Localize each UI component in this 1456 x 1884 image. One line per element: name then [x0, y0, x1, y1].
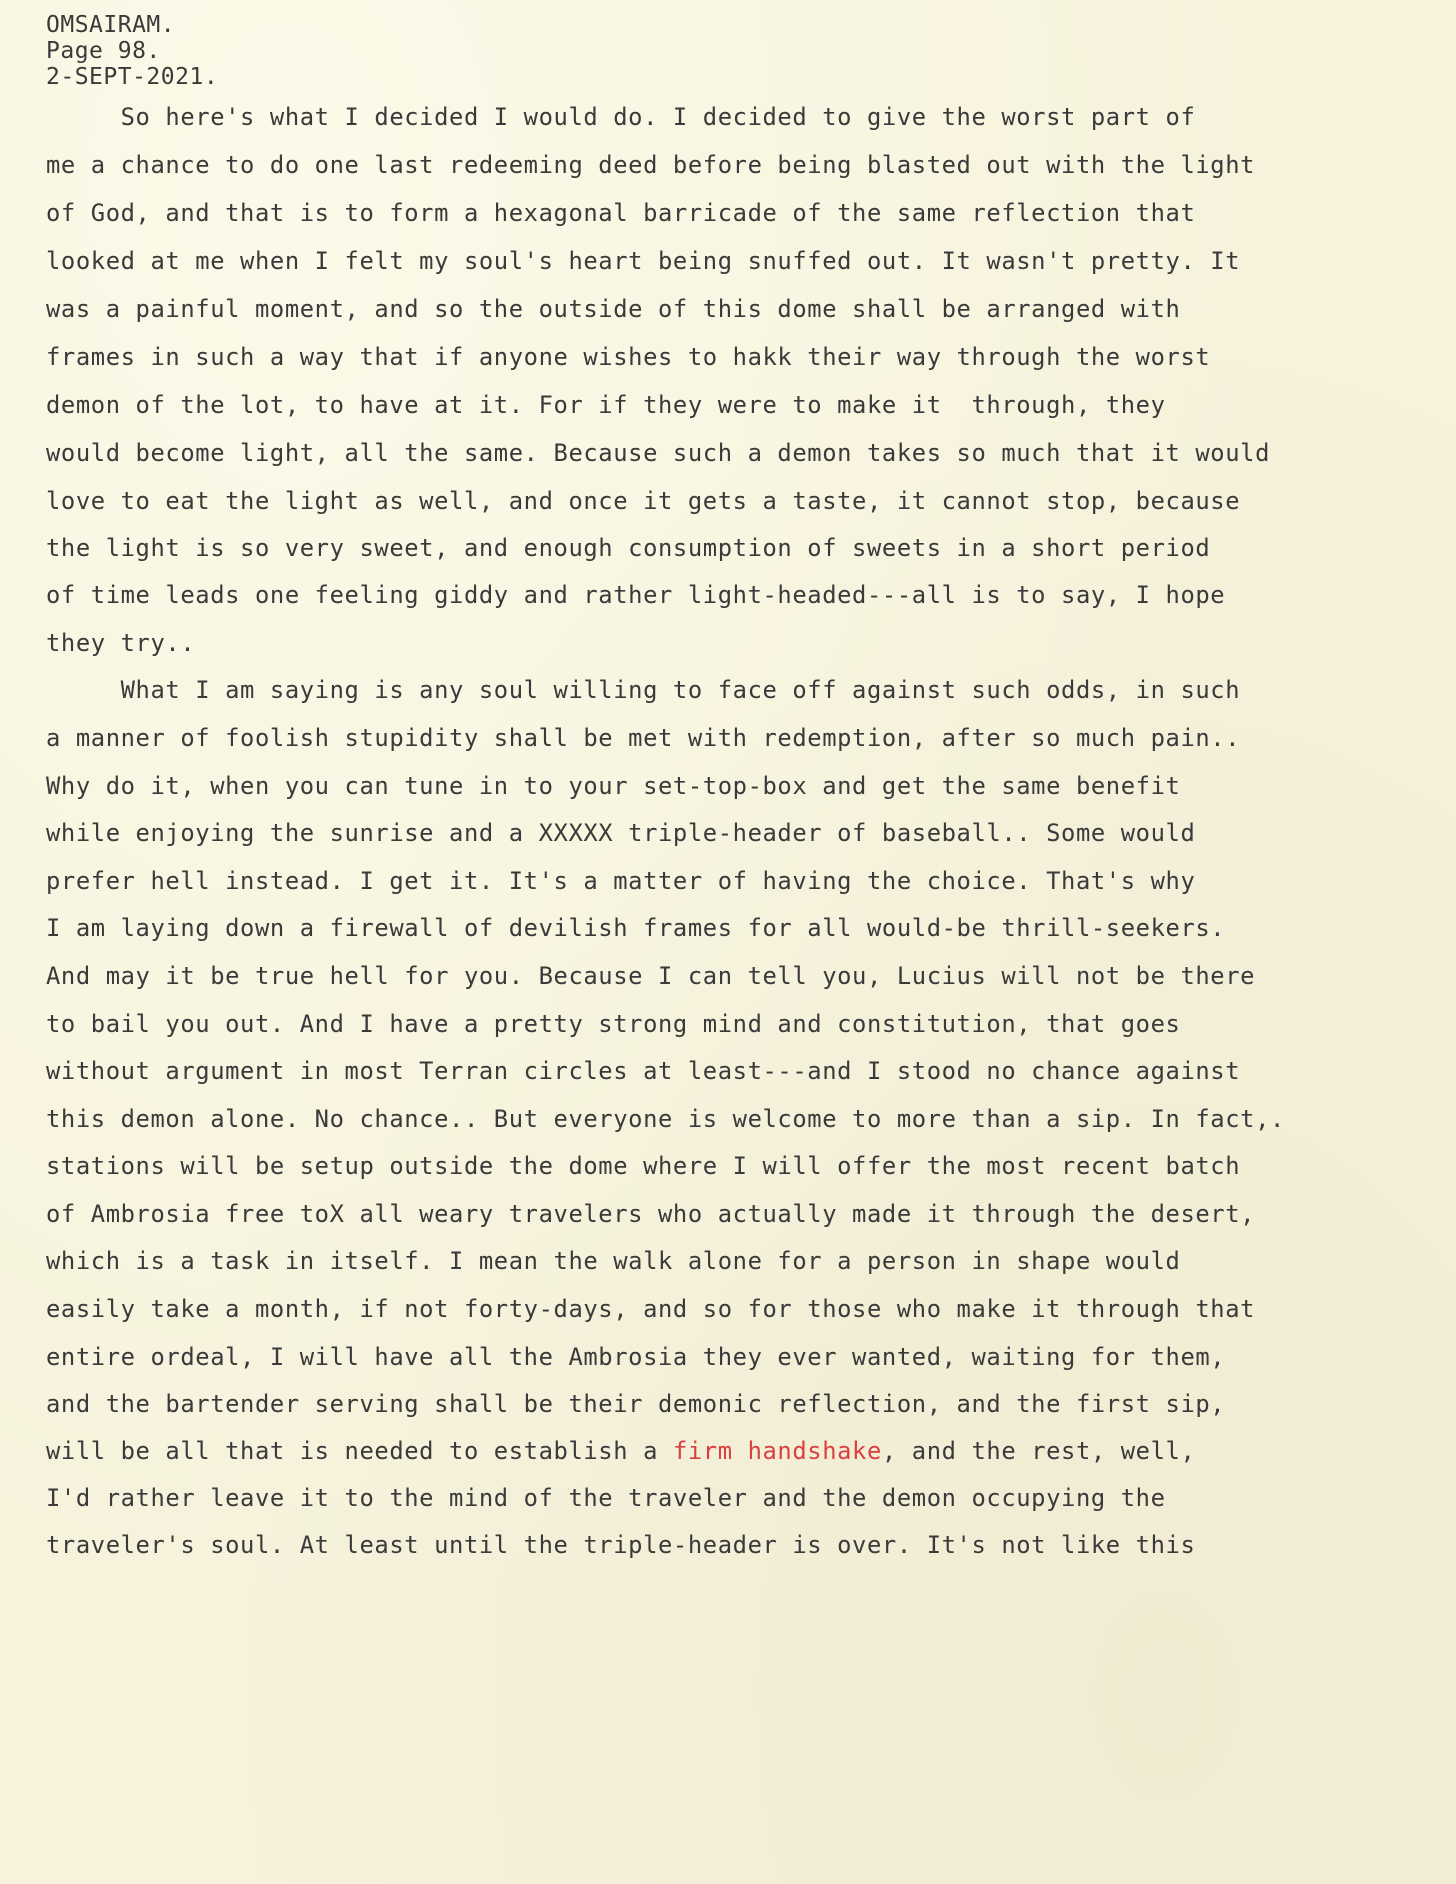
text-line: would become light, all the same. Because such a demon takes so much that it would — [46, 439, 1271, 467]
text-line: easily take a month, if not forty-days, and so for those who make it through that — [46, 1295, 1256, 1323]
text-line: And may it be true hell for you. Because I can tell you, Lucius will not be there — [46, 962, 1256, 990]
header-page-number: Page 98. — [46, 38, 161, 64]
text-line: demon of the lot, to have at it. For if they were to make it through, they — [46, 391, 1166, 419]
text-line: entire ordeal, I will have all the Ambrosia they ever wanted, waiting for them, — [46, 1343, 1226, 1371]
text-line: me a chance to do one last redeeming deed before being blasted out with the light — [46, 151, 1256, 179]
text-line: love to eat the light as well, and once it gets a taste, it cannot stop, because — [46, 487, 1241, 515]
header-title: OMSAIRAM. — [46, 12, 176, 38]
text-line: and the bartender serving shall be their demonic reflection, and the first sip, — [46, 1390, 1226, 1418]
text-line: a manner of foolish stupidity shall be met with redemption, after so much pain.. — [46, 724, 1241, 752]
text-line: they try.. — [46, 629, 196, 657]
text-line: stations will be setup outside the dome where I will offer the most recent batch — [46, 1152, 1241, 1180]
text-line: without argument in most Terran circles at least---and I stood no chance against — [46, 1057, 1241, 1085]
text-line: prefer hell instead. I get it. It's a matter of having the choice. That's why — [46, 867, 1196, 895]
highlighted-phrase: firm handshake — [672, 1437, 882, 1465]
text-line: the light is so very sweet, and enough consumption of sweets in a short period — [46, 534, 1211, 562]
text-line: while enjoying the sunrise and a XXXXX triple-header of baseball.. Some would — [46, 819, 1196, 847]
text-line: of God, and that is to form a hexagonal barricade of the same reflection that — [46, 199, 1196, 227]
text-line: to bail you out. And I have a pretty strong mind and constitution, that goes — [46, 1010, 1181, 1038]
page-header — [46, 12, 218, 90]
text-line: of Ambrosia free toX all weary travelers who actually made it through the desert, — [46, 1200, 1256, 1228]
text-line: which is a task in itself. I mean the walk alone for a person in shape would — [46, 1247, 1181, 1275]
text-line: I'd rather leave it to the mind of the traveler and the demon occupying the — [46, 1484, 1166, 1512]
text-line: frames in such a way that if anyone wishes to hakk their way through the worst — [46, 343, 1211, 371]
text-line: Why do it, when you can tune in to your set-top-box and get the same benefit — [46, 772, 1181, 800]
text-line: traveler's soul. At least until the triple-header is over. It's not like this — [46, 1531, 1196, 1559]
header-date: 2-SEPT-2021. — [46, 64, 219, 90]
text-line: I am laying down a firewall of devilish frames for all would-be thrill-seekers. — [46, 914, 1226, 942]
text-line: was a painful moment, and so the outside of this dome shall be arranged with — [46, 295, 1181, 323]
text-line: looked at me when I felt my soul's heart being snuffed out. It wasn't pretty. It — [46, 247, 1241, 275]
text-line: What I am saying is any soul willing to face off against such odds, in such — [46, 676, 1241, 704]
text-line: of time leads one feeling giddy and rather light-headed---all is to say, I hope — [46, 581, 1226, 609]
text-line: will be all that is needed to establish a firm handshake, and the rest, well, — [46, 1437, 1196, 1465]
text-line: So here's what I decided I would do. I decided to give the worst part of — [46, 103, 1196, 131]
text-line: this demon alone. No chance.. But everyone is welcome to more than a sip. In fact,. — [46, 1105, 1285, 1133]
